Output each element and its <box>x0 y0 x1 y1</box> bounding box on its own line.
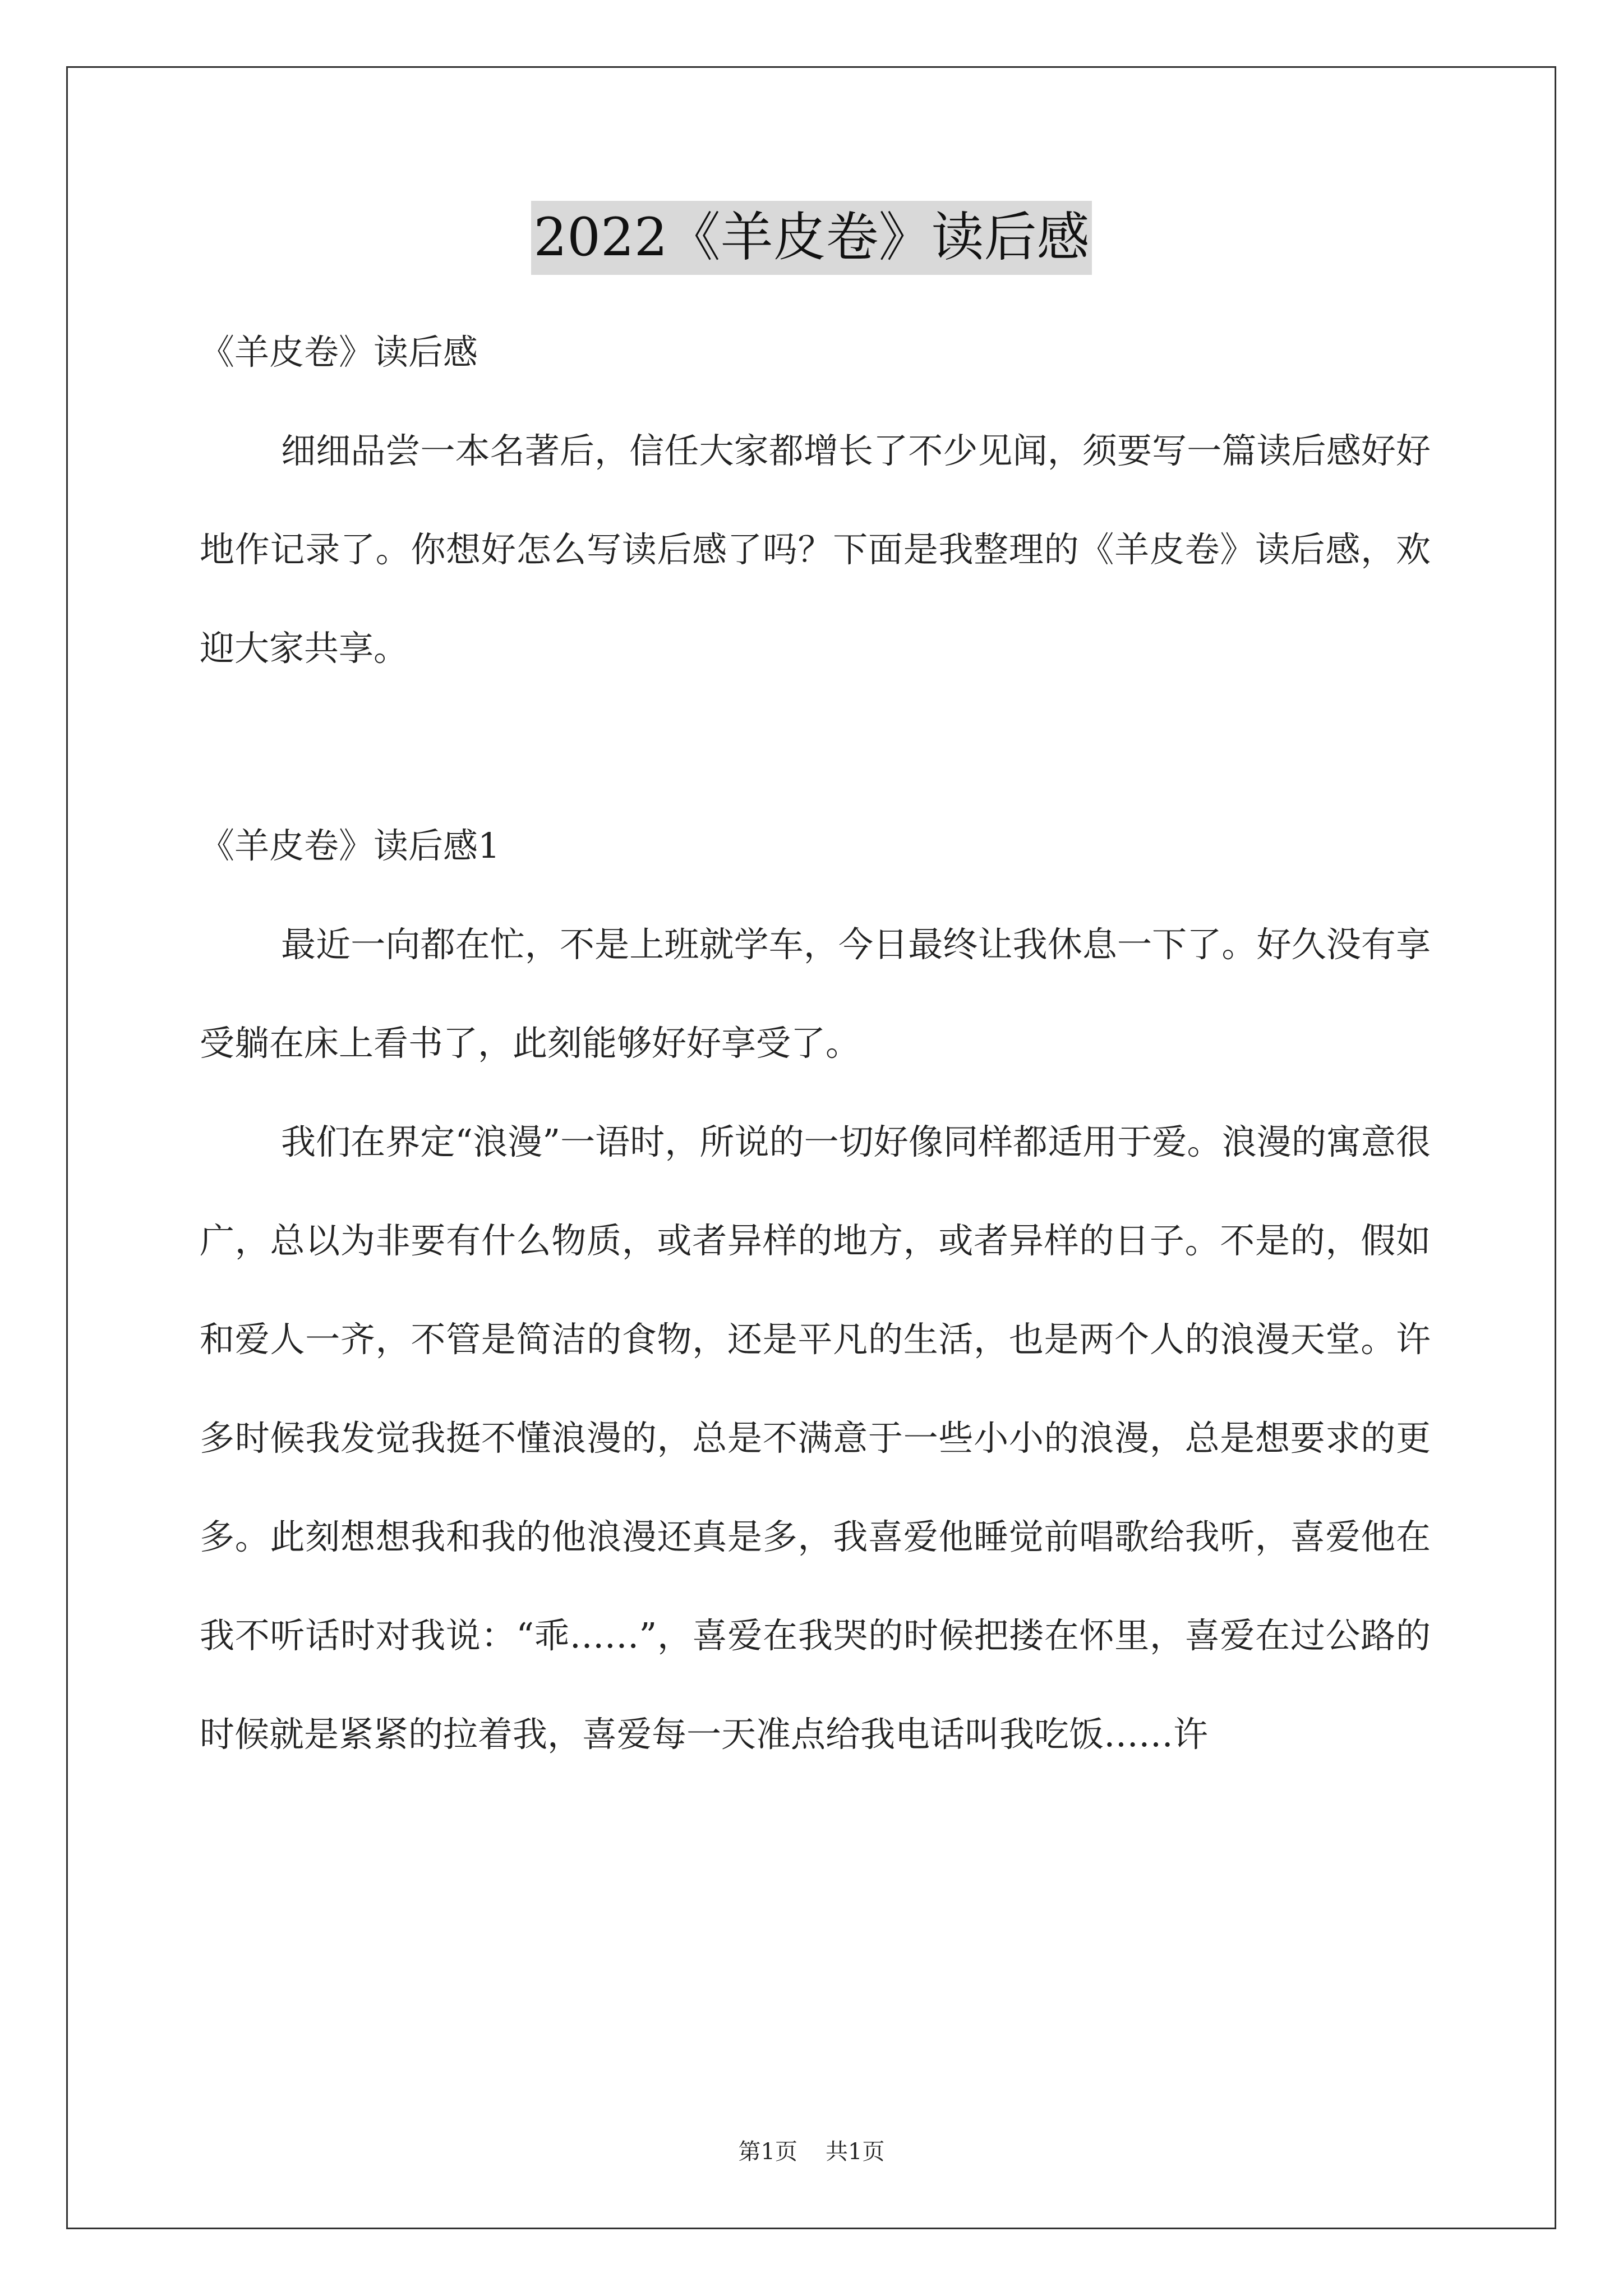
section1-paragraph-2: 我们在界定“浪漫”一语时，所说的一切好像同样都适用于爱。浪漫的寓意很广，总以为非要有什么物质，或者异样的地方，或者异样的日子。不是的，假如和爱人一齐，不管是简洁的食物，还是平凡的生活，也是两个人的浪漫天堂。许多时候我发觉我挺不懂浪漫的，总是不满意于一些小小的浪漫，总是想要求的更多。此刻想想我和我的他浪漫还真是多，我喜爱他睡觉前唱歌给我听，喜爱他在我不听话时对我说：“乖……”，喜爱在我哭的时候把搂在怀里，喜爱在过公路的时候就是紧紧的拉着我，喜爱每一天准点给我电话叫我吃饭……许 <box>200 1121 1431 1755</box>
intro-heading: 《羊皮卷》读后感 <box>200 332 478 372</box>
section1-paragraph-1: 最近一向都在忙，不是上班就学车，今日最终让我休息一下了。好久没有享受躺在床上看书了，此刻能够好好享受了。 <box>200 924 1431 1064</box>
section-spacer <box>200 698 1431 797</box>
document-body <box>200 303 1431 1784</box>
total-pages: 共1页 <box>826 2139 885 2165</box>
page-footer <box>0 2136 1623 2168</box>
title-container <box>0 201 1623 275</box>
page-number: 第1页 <box>738 2139 797 2165</box>
document-title: 2022《羊皮卷》读后感 <box>531 201 1091 275</box>
section1-heading: 《羊皮卷》读后感1 <box>200 825 500 866</box>
intro-paragraph: 细细品尝一本名著后，信任大家都增长了不少见闻，须要写一篇读后感好好地作记录了。你想好怎么写读后感了吗？下面是我整理的《羊皮卷》读后感，欢迎大家共享。 <box>200 430 1431 669</box>
